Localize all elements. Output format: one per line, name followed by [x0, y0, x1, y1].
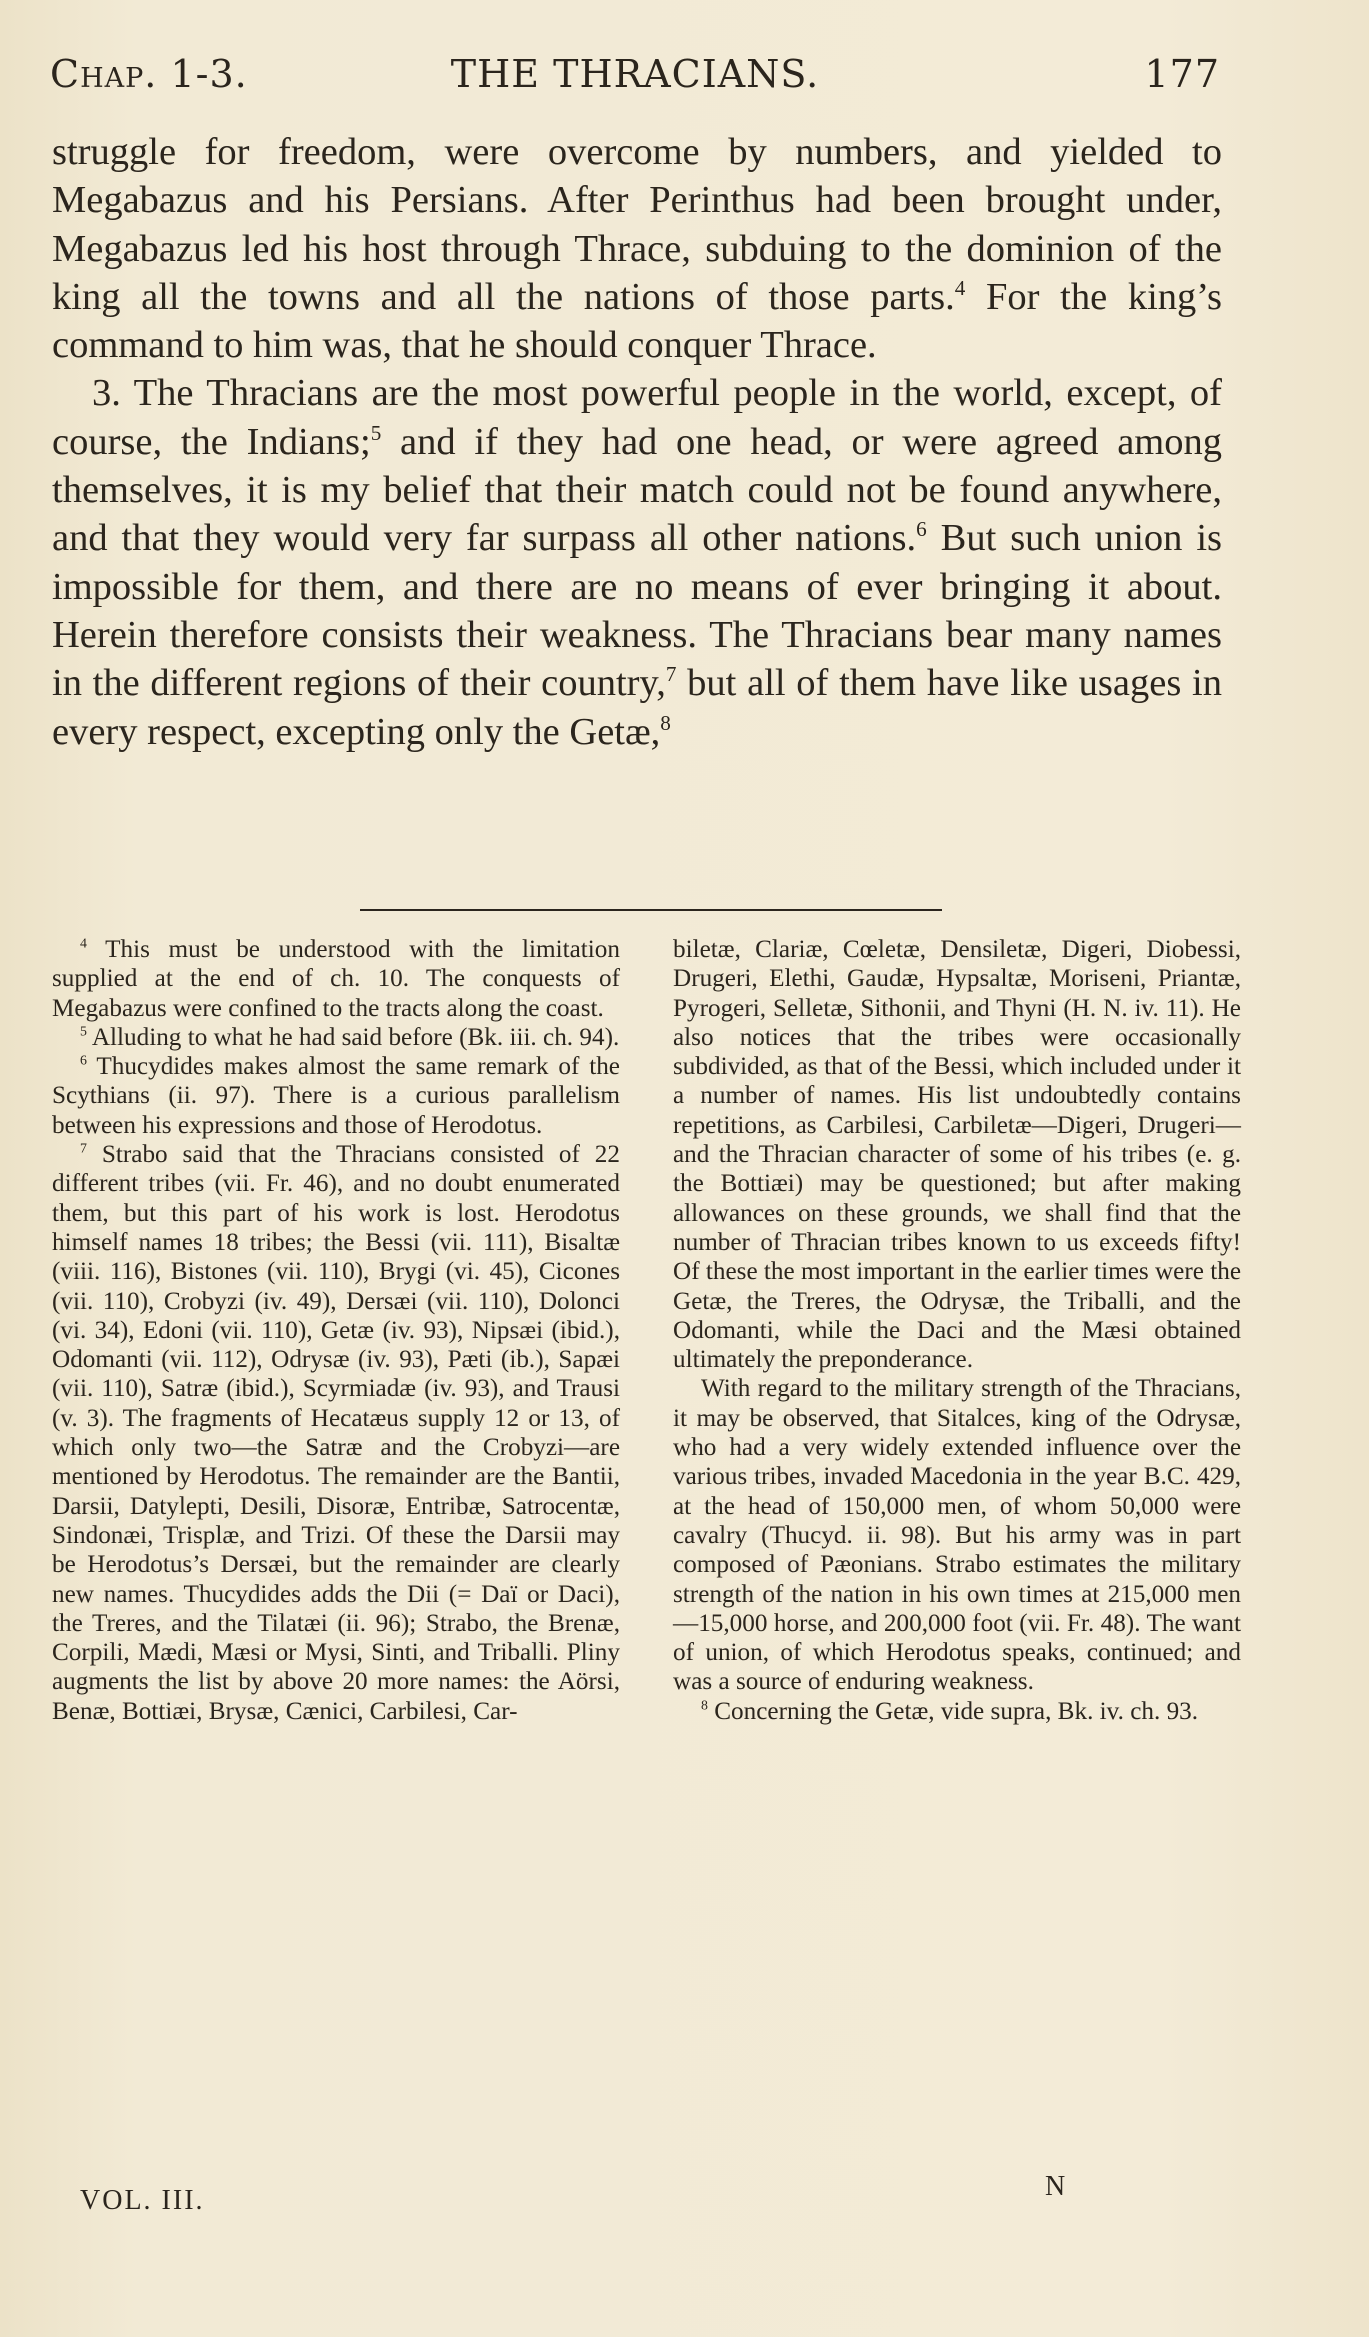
main-text — [52, 128, 1222, 756]
paragraph-2-text-a: 3. The Thracians are the most powerful people in the world, except, of course, the Indians; — [52, 372, 1222, 463]
footnote-8 — [673, 1697, 1241, 1726]
volume-label: VOL. III. — [80, 2185, 205, 2216]
page-number: 177 — [1144, 52, 1220, 96]
footnote-4 — [52, 935, 620, 1023]
footnotes-right-column — [673, 935, 1241, 1726]
paragraph-2-text-b: and if they had one head, or were agreed among themselves, it is my belief that their match could not be found anywhere, and that they would very far surpass all other nations. — [52, 420, 1222, 560]
footnote-ref-4: 4 — [954, 276, 966, 301]
footnote-6-mark: 6 — [80, 1052, 87, 1068]
footnote-7-military: With regard to the military strength of the Thracians, it may be observed, that Sitalces, king of the Odrysæ, who had a very widely extended influence over the various tribes, invaded Macedonia in the year B.C. 429, at the head of 150,000 men, of whom 50,000 were cavalry (Thucyd. ii. 98). But his army was in part composed of Pæonians. Strabo estimates the military strength of the nation in his own times at 215,000 men—15,000 horse, and 200,000 foot (vii. Fr. 48). The want of union, of which Herodotus speaks, continued; and was a source of enduring weakness. — [673, 1375, 1241, 1696]
footnote-7-text-left: Strabo said that the Thracians consisted of 22 different tribes (vii. Fr. 46), and no doubt enumerated them, but this part of his work is lost. Herodotus himself names 18 tribes; the Bessi (vii. 111), Bisaltæ (viii. 116), Bistones (vii. 110), Brygi (vi. 45), Cicones (vii. 110), Crobyzi (iv. 49), Dersæi (vii. 110), Dolonci (vi. 34), Edoni (vii. 110), Getæ (iv. 93), Nipsæi (ibid.), Odomanti (vii. 112), Odrysæ (iv. 93), Pæti (ib.), Sapæi (vii. 110), Satræ (ibid.), Scyrmiadæ (iv. 93), and Trausi (v. 3). The fragments of Hecatæus supply 12 or 13, of which only two—the Satræ and the Crobyzi—are mentioned by Herodotus. The remainder are the Bantii, Darsii, Datylepti, Desili, Disoræ, Entribæ, Satrocentæ, Sindonæi, Trisplæ, and Trizi. Of these the Darsii may be Herodotus’s Dersæi, but the remainder are clearly new names. Thucydides adds the Dii (= Daï or Daci), the Treres, and the Tilatæi (ii. 96); Strabo, the Brenæ, Corpili, Mædi, Mæsi or Mysi, Sinti, and Triballi. Pliny augments the list by above 20 more names: the Aörsi, Benæ, Bottiæi, Brysæ, Cænici, Carbilesi, Car- — [52, 1141, 620, 1725]
footnote-5-text: Alluding to what he had said before (Bk. iii. ch. 94). — [86, 1023, 620, 1051]
footnote-5-mark: 5 — [80, 1023, 87, 1039]
signature-mark: N — [1045, 2171, 1066, 2202]
footnote-8-mark: 8 — [701, 1697, 708, 1713]
paragraph-2-text-c: But such union is impossible for them, and there are no means of ever bringing it about. Herein therefore consists their weakness. The Thracians bear many names in the different regions of their country, — [52, 517, 1223, 705]
footnote-8-text: Concerning the Getæ, vide supra, Bk. iv. ch. 93. — [707, 1697, 1199, 1725]
footnote-6-text: Thucydides makes almost the same remark of the Scythians (ii. 97). There is a curious parallelism between his expressions and those of Herodotus. — [52, 1053, 620, 1139]
footnote-ref-7: 7 — [665, 662, 677, 687]
footnote-7-mark: 7 — [80, 1140, 87, 1156]
footnote-5 — [52, 1023, 620, 1052]
paragraph-1-text-b: For the king’s command to him was, that he should conquer Thrace. — [52, 275, 1222, 367]
paragraph-1-text-a: struggle for freedom, were overcome by numbers, and yielded to Megabazus and his Persians. After Perinthus had been brought under, Megabazus led his host through Thrace, subduing to the dominion of the king all the towns and all the nations of those parts. — [52, 131, 1222, 318]
chapter-reference: Chap. 1-3. — [50, 52, 248, 96]
footnote-ref-6: 6 — [916, 517, 927, 542]
page-title: THE THRACIANS. — [450, 52, 820, 96]
page-footer — [80, 2171, 1230, 2225]
footnote-ref-5: 5 — [370, 420, 382, 445]
footnote-ref-8: 8 — [660, 710, 671, 735]
paragraph-2-text-d: but all of them have like usages in every respect, excepting only the Getæ, — [52, 662, 1222, 753]
paragraph-1 — [52, 128, 1222, 369]
paragraph-2 — [52, 369, 1222, 755]
footnote-divider — [360, 909, 942, 911]
running-header — [50, 52, 1220, 102]
footnote-6 — [52, 1052, 620, 1140]
footnote-4-text: This must be understood with the limitation supplied at the end of ch. 10. The conquests of Megabazus were confined to the tracts along the coast. — [52, 936, 620, 1022]
footnote-7 — [52, 1140, 620, 1726]
footnotes-left-column — [52, 935, 620, 1726]
footnote-4-mark: 4 — [80, 935, 87, 951]
footnote-7-continued: biletæ, Clariæ, Cœletæ, Densiletæ, Digeri, Diobessi, Drugeri, Elethi, Gaudæ, Hypsaltæ, Moriseni, Priantæ, Pyrogeri, Selletæ, Sithonii, and Thyni (H. N. iv. 11). He also notices that the tribes were occasionally subdivided, as that of the Bessi, which included under it a number of names. His list undoubtedly contains repetitions, as Carbilesi, Carbiletæ—Digeri, Drugeri—and the Thracian character of some of his tribes (e. g. the Bottiæi) may be questioned; but after making allowances on these grounds, we shall find that the number of Thracian tribes known to us exceeds fifty! Of these the most important in the earlier times were the Getæ, the Treres, the Odrysæ, the Triballi, and the Odomanti, while the Daci and the Mæsi obtained ultimately the preponderance. — [673, 936, 1241, 1374]
